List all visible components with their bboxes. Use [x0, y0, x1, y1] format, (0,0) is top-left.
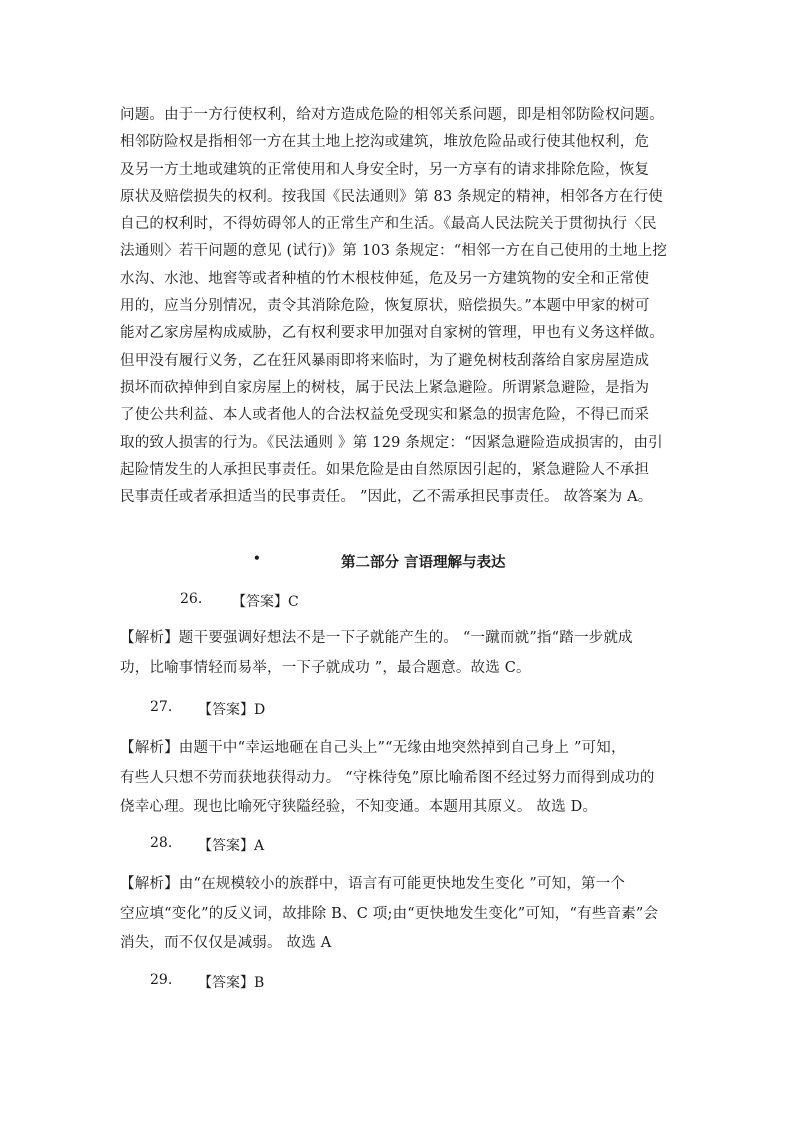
- analysis-line: 功，比喻事情轻而易举，一下子就成功 ”，最合题意。故选 C。: [120, 659, 531, 676]
- paragraph-line: 及另一方土地或建筑的正常使用和人身安全时，另一方享有的请求排除危险，恢复: [120, 161, 650, 178]
- analysis-line: 【解析】题干要强调好想法不是一下子就能产生的。 “一蹴而就”指“踏一步就成: [120, 630, 633, 646]
- paragraph-line: 问题。由于一方行使权利，给对方造成危险的相邻关系问题，即是相邻防险权问题。: [120, 107, 664, 123]
- answer-label: 【答案】B: [198, 975, 265, 991]
- question-number: 29.: [150, 972, 173, 988]
- paragraph-line: 了使公共利益、本人或者他人的合法权益免受现实和紧急的损害危险，不得已而采: [120, 407, 650, 424]
- paragraph-line: 能对乙家房屋构成威胁，乙有权利要求甲加强对自家树的管理，甲也有义务这样做。: [120, 325, 664, 342]
- paragraph-line: 但甲没有履行义务，乙在狂风暴雨即将来临时，为了避免树枝刮落给自家房屋造成: [120, 352, 650, 369]
- analysis-line: 侥幸心理。现也比喻死守狭隘经验，不知变通。本题用其原义。 故选 D。: [120, 799, 598, 815]
- section-title: 第二部分 言语理解与表达: [341, 555, 506, 571]
- bullet-icon: •: [253, 551, 261, 565]
- answer-row: [150, 699, 350, 719]
- question-number: 27.: [150, 699, 173, 715]
- paragraph-line: 水沟、水池、地窖等或者种植的竹木根枝伸延，危及另一方建筑物的安全和正常使: [120, 270, 650, 287]
- paragraph-line: 法通则〉若干问题的意见 (试行)》第 103 条规定：“相邻一方在自己使用的土地上挖: [120, 243, 668, 260]
- paragraph-line: 取的致人损害的行为。《民法通则 》第 129 条规定：“因紧急避险造成损害的，由引: [120, 434, 663, 451]
- paragraph-line: 民事责任或者承担适当的民事责任。 ”因此，乙不需承担民事责任。 故答案为 A。: [120, 489, 653, 506]
- question-number: 26.: [180, 591, 203, 607]
- analysis-block: [120, 734, 680, 823]
- answer-label: 【答案】C: [232, 594, 299, 610]
- answer-label: 【答案】D: [198, 702, 266, 718]
- paragraph-line: 损坏而砍掉伸到自家房屋上的树枝，属于民法上紧急避险。所谓紧急避险，是指为: [120, 379, 650, 396]
- paragraph-line: 相邻防险权是指相邻一方在其土地上挖沟或建筑，堆放危险品或行使其他权利，危: [120, 134, 650, 151]
- question-number: 28.: [150, 835, 173, 851]
- analysis-line: 【解析】由题干中“幸运地砸在自己头上”“无缘由地突然掉到自己身上 ”可知，: [120, 740, 626, 756]
- answer-row: [150, 835, 350, 855]
- analysis-line: 有些人只想不劳而获地获得动力。 “守株待兔”原比喻希图不经过努力而得到成功的: [120, 769, 655, 786]
- answer-row: [180, 591, 380, 611]
- intro-paragraph: [120, 102, 680, 511]
- paragraph-line: 起险情发生的人承担民事责任。如果危险是由自然原因引起的，紧急避险人不承担: [120, 461, 650, 478]
- answer-label: 【答案】A: [198, 838, 265, 854]
- analysis-block: [120, 870, 680, 959]
- analysis-line: 空应填“变化”的反义词，故排除 B、C 项;由“更快地发生变化”可知，“有些音素”会: [120, 905, 659, 922]
- paragraph-line: 原状及赔偿损失的权利。按我国《民法通则》第 83 条规定的精神，相邻各方在行使: [120, 188, 663, 205]
- paragraph-line: 自己的权利时，不得妨碍邻人的正常生产和生活。《最高人民法院关于贯彻执行〈民: [120, 216, 657, 233]
- analysis-line: 【解析】由“在规模较小的族群中，语言有可能更快地发生变化 ”可知，第一个: [120, 876, 626, 892]
- answer-row: [150, 972, 350, 992]
- paragraph-line: 用的，应当分别情况，责令其消除危险，恢复原状，赔偿损失。”本题中甲家的树可: [120, 298, 650, 315]
- analysis-block: [120, 624, 680, 683]
- analysis-line: 消失，而不仅仅是减弱。 故选 A: [120, 935, 332, 951]
